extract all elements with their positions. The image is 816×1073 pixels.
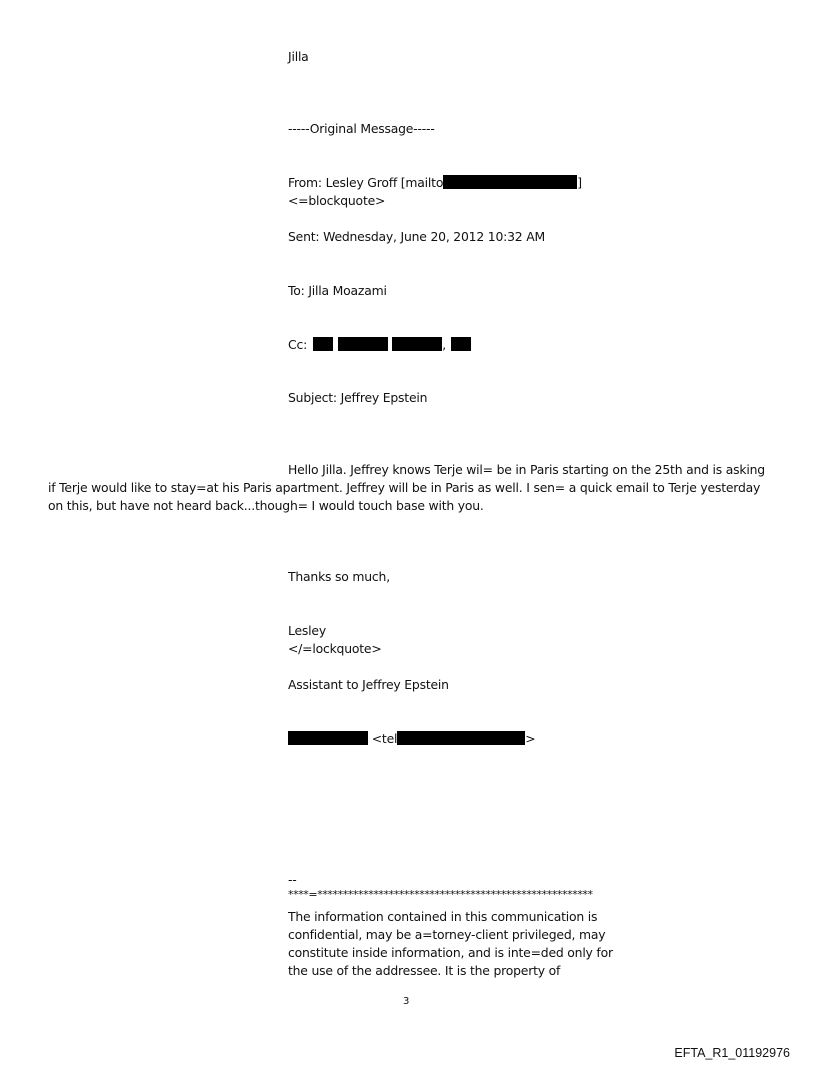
redacted-cc-2	[338, 337, 388, 351]
cc-comma: ,	[442, 337, 447, 352]
phone-line	[288, 731, 535, 747]
redacted-cc-4	[451, 337, 471, 351]
redacted-cc-1	[313, 337, 333, 351]
to-line: To: Jilla Moazami	[288, 283, 387, 298]
disclaimer-line-1: The information contained in this communication is	[288, 909, 598, 924]
from-close-bracket: ]	[577, 175, 582, 190]
original-message-header: -----Original Message-----	[288, 121, 435, 136]
redacted-phone-label	[288, 731, 368, 745]
cc-label: Cc:	[288, 337, 308, 352]
body-line-2: if Terje would like to stay=at his Paris apartment. Jeffrey will be in Paris as well. I sen= a quick email to Terje yesterday	[48, 480, 761, 495]
bates-id: EFTA_R1_01192976	[674, 1046, 790, 1060]
tel-open: <tel	[371, 731, 398, 746]
tel-close: >	[525, 731, 536, 746]
disclaimer-line-3: constitute inside information, and is inte=ded only for	[288, 945, 613, 960]
redacted-email	[443, 175, 577, 189]
sent-line: Sent: Wednesday, June 20, 2012 10:32 AM	[288, 229, 545, 244]
redacted-cc-3	[392, 337, 442, 351]
disclaimer-line-4: the use of the addressee. It is the property of	[288, 963, 561, 978]
sender-title: Assistant to Jeffrey Epstein	[288, 677, 449, 692]
blockquote-close: </=lockquote>	[288, 641, 382, 656]
body-line-3: on this, but have not heard back...though= I would touch base with you.	[48, 498, 484, 513]
signature-name: Jilla	[288, 49, 309, 64]
closing: Thanks so much,	[288, 569, 390, 584]
signature-separator: --	[288, 872, 297, 887]
blockquote-open: <=blockquote>	[288, 193, 386, 208]
subject-line: Subject: Jeffrey Epstein	[288, 390, 428, 405]
page-number: 3	[403, 996, 410, 1007]
sender-name: Lesley	[288, 623, 326, 638]
from-label: From: Lesley Groff [mailto	[288, 175, 444, 190]
from-line	[288, 175, 582, 191]
stars-line: ****=******************************************************	[288, 888, 593, 901]
redacted-phone-number	[397, 731, 525, 745]
body-line-1: Hello Jilla. Jeffrey knows Terje wil= be in Paris starting on the 25th and is asking	[288, 462, 765, 477]
cc-line	[288, 337, 471, 353]
disclaimer-line-2: confidential, may be a=torney-client privileged, may	[288, 927, 606, 942]
